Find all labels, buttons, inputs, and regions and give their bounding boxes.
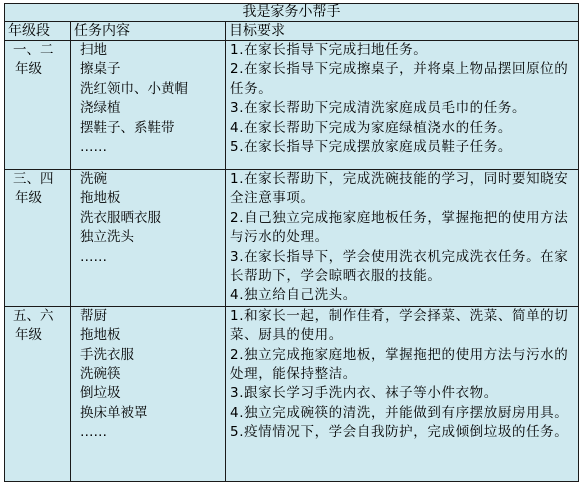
table-row: [5, 306, 579, 481]
grade-label: 年级: [15, 190, 42, 207]
task-cell: [71, 170, 226, 307]
goal-item: 2.独立完成拖家庭地板，掌握拖把的使用方法与污水的处理，能保持整洁。: [230, 346, 569, 383]
grade-label: 年级: [15, 61, 42, 78]
task-item: 擦桌子: [80, 61, 121, 78]
task-item: 帮厨: [80, 307, 107, 324]
grade-label: 三、四: [13, 171, 54, 187]
task-item: ……: [80, 248, 107, 265]
task-item: 拖地板: [80, 190, 121, 207]
task-item: 摆鞋子、系鞋带: [80, 119, 175, 136]
header-tasks: 任务内容: [71, 22, 226, 41]
goal-item: 3.在家长帮助下完成清洗家庭成员毛巾的任务。: [230, 100, 527, 117]
table-title: 我是家务小帮手: [5, 4, 579, 22]
task-item: 倒垃圾: [80, 385, 121, 402]
goal-cell: [226, 41, 579, 170]
grade-label: 一、二: [13, 42, 54, 58]
goal-item: 4.在家长帮助下完成为家庭绿植浇水的任务。: [230, 119, 512, 136]
header-row: [5, 22, 579, 41]
goal-item: 5.疫情情况下，学会自我防护，完成倾倒垃圾的任务。: [230, 424, 569, 441]
task-item: 浇绿植: [80, 100, 121, 117]
table-row: [5, 41, 579, 170]
goal-item: 3.在家长指导下，学会使用洗衣机完成洗衣任务。在家长帮助下，学会晾晒衣服的技能。: [230, 248, 569, 285]
table-row: [5, 170, 579, 307]
goal-item: 2.在家长指导下完成擦桌子，并将桌上物品摆回原位的任务。: [230, 61, 569, 97]
goal-cell: [226, 306, 579, 481]
grade-cell: [5, 306, 71, 481]
grade-label: 年级: [15, 327, 42, 344]
header-grade: 年级段: [5, 22, 71, 41]
task-item: 拖地板: [80, 327, 121, 344]
goal-item: 2.自己独立完成拖家庭地板任务，掌握拖把的使用方法与污水的处理。: [230, 209, 569, 246]
chore-table: [4, 3, 579, 482]
goal-item: 1.在家长帮助下，完成洗碗技能的学习，同时要知晓安全注意事项。: [230, 171, 569, 207]
task-cell: [71, 306, 226, 481]
task-item: 换床单被罩: [80, 404, 148, 421]
task-cell: [71, 41, 226, 170]
goal-cell: [226, 170, 579, 307]
task-item: 洗碗筷: [80, 366, 121, 383]
task-item: 洗衣服晒衣服: [80, 209, 161, 226]
task-item: ……: [80, 139, 107, 156]
task-item: 扫地: [80, 42, 107, 58]
header-goals: 目标要求: [226, 22, 579, 41]
grade-label: 五、六: [13, 307, 54, 324]
goal-item: 1.在家长指导下完成扫地任务。: [230, 42, 428, 58]
title-row: [5, 4, 579, 22]
goal-item: 4.独立给自己洗头。: [230, 287, 357, 304]
task-item: 独立洗头: [80, 229, 134, 246]
task-item: 洗碗: [80, 171, 107, 187]
goal-item: 1.和家长一起，制作佳肴，学会择菜、洗菜、简单的切菜、厨具的使用。: [230, 307, 569, 344]
task-item: 洗红领巾、小黄帽: [80, 80, 188, 97]
goal-item: 3.跟家长学习手洗内衣、袜子等小件衣物。: [230, 385, 498, 402]
goal-item: 4.独立完成碗筷的清洗，并能做到有序摆放厨房用具。: [230, 404, 569, 421]
grade-cell: [5, 170, 71, 307]
grade-cell: [5, 41, 71, 170]
task-item: 手洗衣服: [80, 346, 134, 363]
task-item: ……: [80, 424, 107, 441]
goal-item: 5.在家长指导下完成摆放家庭成员鞋子任务。: [230, 139, 512, 156]
